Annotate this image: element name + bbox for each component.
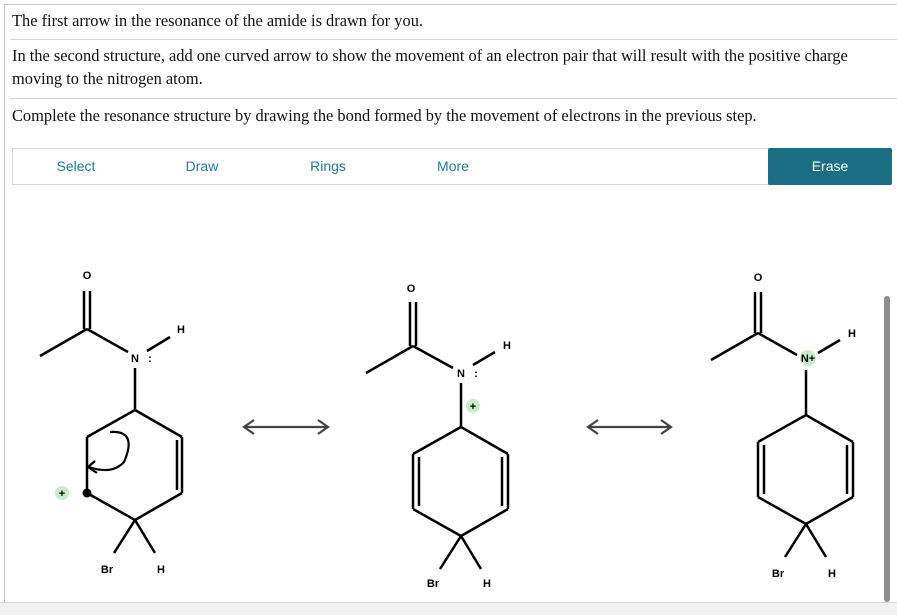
hydrogen-atom[interactable]: H (177, 324, 185, 336)
selected-atom-marker (83, 489, 92, 498)
nitrogen-atom[interactable]: N (131, 353, 139, 365)
select-tool-button[interactable]: Select (56, 158, 96, 174)
instruction-line-2: In the second structure, add one curved arrow to show the movement of an electron pair that will result with the positive charge moving to the nitrogen atom. (12, 46, 848, 88)
hydrogen-atom[interactable]: H (157, 564, 165, 576)
rings-tool-button[interactable]: Rings (310, 158, 346, 174)
structure-3[interactable] (711, 292, 853, 557)
nitrogen-atom[interactable]: N+ (800, 353, 816, 365)
hydrogen-atom[interactable]: H (503, 340, 511, 352)
structure-2[interactable] (366, 302, 508, 569)
lone-pair: : (474, 368, 478, 380)
nitrogen-atom[interactable]: N (457, 368, 465, 380)
instruction-line-1: The first arrow in the resonance of the amide is drawn for you. (12, 11, 423, 30)
resonance-arrow-2 (588, 420, 671, 434)
oxygen-atom[interactable]: O (82, 270, 92, 282)
oxygen-atom[interactable]: O (406, 283, 416, 295)
hydrogen-atom[interactable]: H (828, 568, 836, 580)
charge-label: + (58, 488, 66, 500)
charge-label: + (469, 401, 477, 413)
resonance-arrow-1 (244, 420, 328, 434)
draw-tool-button[interactable]: Draw (185, 158, 219, 174)
vertical-scrollbar[interactable] (884, 296, 890, 602)
hydrogen-atom[interactable]: H (483, 578, 491, 590)
bromine-atom[interactable]: Br (100, 564, 114, 576)
more-tool-button[interactable]: More (437, 158, 469, 174)
bromine-atom[interactable]: Br (771, 568, 785, 580)
bromine-atom[interactable]: Br (426, 578, 440, 590)
erase-button[interactable]: Erase (768, 148, 892, 185)
oxygen-atom[interactable]: O (753, 272, 763, 284)
structure-1[interactable] (40, 291, 182, 553)
hydrogen-atom[interactable]: H (848, 328, 856, 340)
bottom-bar (0, 602, 897, 615)
lone-pair: : (148, 353, 152, 365)
instruction-line-3: Complete the resonance structure by drawing the bond formed by the movement of electrons in the previous step. (12, 106, 757, 125)
